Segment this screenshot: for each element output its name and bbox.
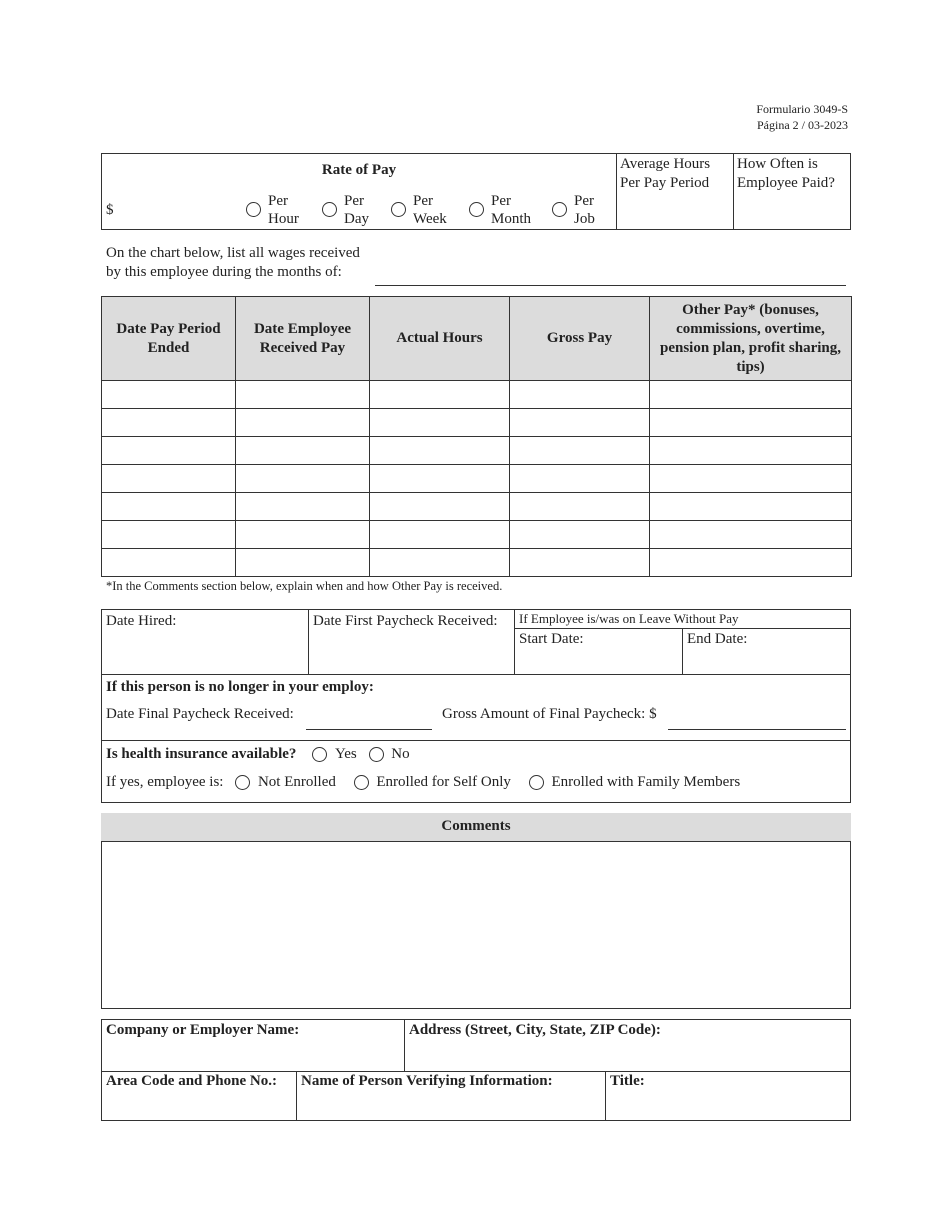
per-month-radio[interactable] (469, 202, 484, 217)
table-cell[interactable] (236, 437, 370, 465)
table-cell[interactable] (650, 409, 852, 437)
table-cell[interactable] (370, 465, 510, 493)
table-row (102, 409, 852, 437)
table-cell[interactable] (650, 549, 852, 577)
health-enrollment-row (106, 773, 740, 791)
health-no-radio[interactable] (369, 747, 384, 762)
page-info: Página 2 / 03-2023 (757, 118, 848, 132)
verifier-name-field[interactable]: Name of Person Verifying Information: (301, 1073, 553, 1089)
per-month-label-2: Month (491, 211, 532, 227)
date-final-paycheck-field[interactable] (306, 729, 432, 730)
table-row (102, 549, 852, 577)
table-cell[interactable] (510, 437, 650, 465)
table-cell[interactable] (370, 437, 510, 465)
table-cell[interactable] (650, 381, 852, 409)
table-row (102, 437, 852, 465)
health-if-yes-label: If yes, employee is: (106, 774, 224, 790)
table-row (102, 521, 852, 549)
col-gross-pay: Gross Pay (510, 297, 650, 381)
wages-table-body (102, 381, 852, 577)
table-cell[interactable] (370, 409, 510, 437)
per-job-label-1: Per (574, 193, 594, 209)
phone-field[interactable]: Area Code and Phone No.: (106, 1073, 277, 1089)
rate-of-pay-title: Rate of Pay (321, 162, 397, 178)
table-cell[interactable] (102, 521, 236, 549)
table-cell[interactable] (650, 493, 852, 521)
start-date-field[interactable]: Start Date: (519, 631, 584, 647)
employment-section (101, 609, 851, 803)
table-cell[interactable] (510, 521, 650, 549)
health-question-row (106, 745, 410, 763)
health-yes-radio[interactable] (312, 747, 327, 762)
how-often-label-2: Employee Paid? (737, 175, 835, 191)
address-field[interactable]: Address (Street, City, State, ZIP Code): (409, 1022, 661, 1038)
family-members-label: Enrolled with Family Members (551, 774, 741, 790)
per-job-label-2: Job (574, 211, 595, 227)
date-final-paycheck-label: Date Final Paycheck Received: (106, 706, 294, 722)
table-cell[interactable] (650, 521, 852, 549)
not-enrolled-label: Not Enrolled (257, 774, 336, 790)
form-number: Formulario 3049-S (756, 102, 848, 116)
table-cell[interactable] (236, 549, 370, 577)
per-month-label-1: Per (491, 193, 511, 209)
company-name-field[interactable]: Company or Employer Name: (106, 1022, 300, 1038)
table-cell[interactable] (102, 549, 236, 577)
table-cell[interactable] (236, 521, 370, 549)
table-cell[interactable] (102, 409, 236, 437)
table-cell[interactable] (236, 409, 370, 437)
table-cell[interactable] (510, 381, 650, 409)
per-day-label-2: Day (344, 211, 369, 227)
gross-final-paycheck-label: Gross Amount of Final Paycheck: $ (442, 706, 657, 722)
table-cell[interactable] (236, 493, 370, 521)
col-date-pay-period-ended: Date Pay Period Ended (102, 297, 236, 381)
table-cell[interactable] (370, 549, 510, 577)
table-cell[interactable] (236, 465, 370, 493)
table-cell[interactable] (510, 409, 650, 437)
comments-title: Comments (101, 813, 851, 841)
per-week-label-1: Per (413, 193, 433, 209)
currency-symbol: $ (106, 202, 114, 218)
per-week-radio[interactable] (391, 202, 406, 217)
wages-table (101, 296, 852, 577)
health-question: Is health insurance available? (106, 746, 297, 762)
col-date-employee-received-pay: Date Employee Received Pay (236, 297, 370, 381)
wages-intro-line-2: by this employee during the months of: (106, 264, 342, 280)
per-hour-label-1: Per (268, 193, 288, 209)
not-enrolled-radio[interactable] (235, 775, 250, 790)
per-day-radio[interactable] (322, 202, 337, 217)
per-hour-label-2: Hour (268, 211, 299, 227)
average-hours-label-2: Per Pay Period (620, 175, 710, 191)
no-longer-employed-title: If this person is no longer in your employ: (106, 679, 374, 695)
table-cell[interactable] (650, 437, 852, 465)
table-cell[interactable] (370, 521, 510, 549)
per-day-label-1: Per (344, 193, 364, 209)
table-cell[interactable] (510, 493, 650, 521)
leave-header: If Employee is/was on Leave Without Pay (519, 611, 739, 626)
gross-final-paycheck-field[interactable] (668, 729, 846, 730)
health-no-label: No (391, 746, 410, 762)
per-week-label-2: Week (413, 211, 447, 227)
table-row (102, 465, 852, 493)
table-row (102, 493, 852, 521)
table-cell[interactable] (236, 381, 370, 409)
col-other-pay: Other Pay* (bonuses, commissions, overtime, pension plan, profit sharing, tips) (650, 297, 852, 381)
table-cell[interactable] (102, 493, 236, 521)
health-yes-label: Yes (334, 746, 357, 762)
average-hours-label-1: Average Hours (620, 156, 711, 172)
date-hired-field[interactable]: Date Hired: (106, 613, 177, 629)
date-first-paycheck-field[interactable]: Date First Paycheck Received: (313, 613, 498, 629)
family-members-radio[interactable] (529, 775, 544, 790)
self-only-label: Enrolled for Self Only (376, 774, 511, 790)
table-row (102, 381, 852, 409)
table-cell[interactable] (650, 465, 852, 493)
table-cell[interactable] (102, 437, 236, 465)
per-job-radio[interactable] (552, 202, 567, 217)
wages-intro-line-1: On the chart below, list all wages received (106, 245, 360, 261)
title-field[interactable]: Title: (610, 1073, 645, 1089)
wages-months-field[interactable] (375, 285, 846, 286)
table-cell[interactable] (102, 465, 236, 493)
employer-section (101, 1019, 851, 1121)
table-cell[interactable] (370, 493, 510, 521)
table-cell[interactable] (510, 549, 650, 577)
how-often-label-1: How Often is (737, 156, 818, 172)
self-only-radio[interactable] (354, 775, 369, 790)
rate-of-pay-section (101, 153, 851, 230)
col-actual-hours: Actual Hours (370, 297, 510, 381)
end-date-field[interactable]: End Date: (687, 631, 748, 647)
comments-field[interactable] (101, 841, 851, 1009)
wages-footnote: *In the Comments section below, explain when and how Other Pay is received. (106, 579, 503, 593)
table-cell[interactable] (510, 465, 650, 493)
table-cell[interactable] (370, 381, 510, 409)
table-cell[interactable] (102, 381, 236, 409)
per-hour-radio[interactable] (246, 202, 261, 217)
